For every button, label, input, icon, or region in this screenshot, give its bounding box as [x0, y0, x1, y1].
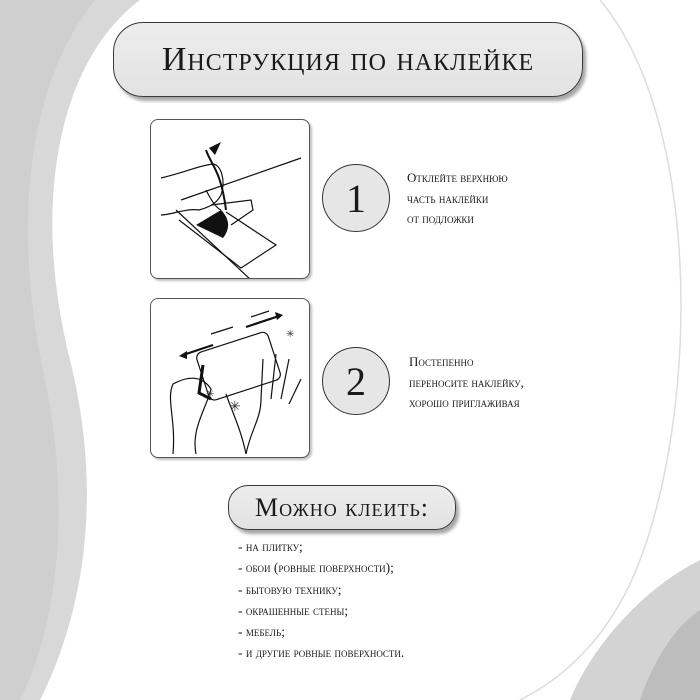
surfaces-list: [238, 536, 404, 664]
step-2-line: переносите наклейку,: [409, 374, 524, 390]
step-1-number: 1: [322, 164, 390, 232]
svg-text:✳: ✳: [229, 400, 241, 415]
list-item: - и другие ровные поверхности.: [238, 645, 405, 661]
surfaces-heading: Можно клеить:: [228, 485, 456, 530]
list-item: - на плитку;: [238, 539, 303, 554]
list-item: - окрашенные стены;: [238, 602, 349, 618]
step-2-number: 2: [322, 347, 390, 415]
step-2-line: хорошо приглаживая: [409, 395, 520, 410]
list-item: - мебель;: [238, 624, 285, 640]
svg-text:✳: ✳: [286, 329, 295, 340]
list-item: - бытовую технику;: [238, 581, 342, 597]
step-1-text: [407, 168, 508, 230]
list-item: - обои (ровные поверхности);: [238, 560, 394, 576]
smooth-sticker-icon: [151, 299, 309, 457]
step-1-line: Отклейте верхнюю: [407, 170, 508, 185]
page-title: Инструкция по наклейке: [113, 22, 583, 97]
svg-text:✳: ✳: [206, 389, 215, 400]
step-2-illustration: [150, 298, 310, 458]
step-1-illustration: [150, 119, 310, 279]
peel-sticker-icon: [151, 120, 309, 278]
step-2-text: [409, 352, 524, 414]
step-1-line: часть наклейки: [407, 190, 489, 206]
step-1-line: от подложки: [407, 211, 474, 226]
step-2-line: Постепенно: [409, 354, 474, 369]
